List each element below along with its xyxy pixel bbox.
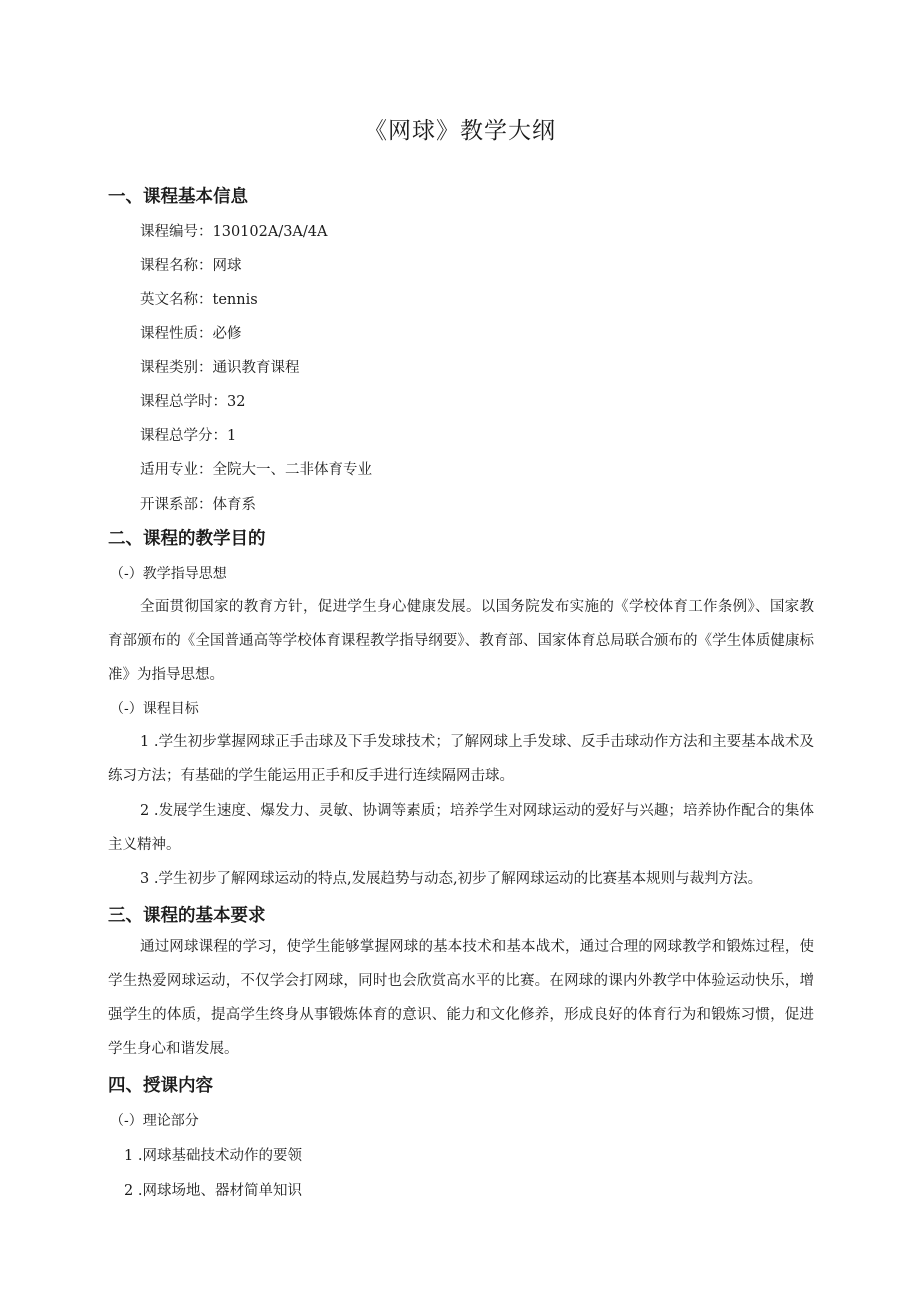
document-title: 《网球》教学大纲: [364, 118, 556, 144]
section-heading-basic-requirements: 三、课程的基本要求: [108, 906, 266, 926]
goal-item-2: 2 .发展学生速度、爆发力、灵敏、协调等素质；培养学生对网球运动的爱好与兴趣；培养协作配合的集体主义精神。: [108, 803, 814, 853]
theory-item-1: 1 .网球基础技术动作的要领: [124, 1148, 302, 1164]
subheading-guiding-ideology: （-）教学指导思想: [110, 566, 227, 582]
info-total-credits: 课程总学分：1: [140, 428, 237, 444]
info-english-name: 英文名称：tennis: [140, 292, 258, 308]
info-total-hours: 课程总学时：32: [140, 394, 246, 410]
info-course-name: 课程名称：网球: [140, 258, 242, 274]
info-applicable-majors: 适用专业：全院大一、二非体育专业: [140, 462, 372, 478]
subheading-theory-part: （-）理论部分: [110, 1113, 199, 1129]
info-course-category: 课程类别：通识教育课程: [140, 360, 300, 376]
subheading-course-goals: （-）课程目标: [110, 701, 199, 717]
goal-item-3: 3 .学生初步了解网球运动的特点,发展趋势与动态,初步了解网球运动的比赛基本规则与裁判方法。: [140, 871, 763, 887]
goal-item-1: 1 .学生初步掌握网球正手击球及下手发球技术；了解网球上手发球、反手击球动作方法和主要基本战术及练习方法；有基础的学生能运用正手和反手进行连续隔网击球。: [108, 734, 814, 784]
section-heading-teaching-purpose: 二、课程的教学目的: [108, 529, 266, 549]
section-heading-teaching-content: 四、授课内容: [108, 1076, 213, 1096]
info-course-nature: 课程性质：必修: [140, 326, 242, 342]
info-department: 开课系部：体育系: [140, 497, 256, 513]
info-course-code: 课程编号：130102A/3A/4A: [140, 224, 328, 240]
paragraph-guiding-ideology: 全面贯彻国家的教育方针，促进学生身心健康发展。以国务院发布实施的《学校体育工作条例》、国家教育部颁布的《全国普通高等学校体育课程教学指导纲要》、教育部、国家体育总局联合颁布的《学生体质健康标准》为指导思想。: [108, 599, 814, 683]
paragraph-basic-requirements: 通过网球课程的学习，使学生能够掌握网球的基本技术和基本战术，通过合理的网球教学和锻炼过程，使学生热爱网球运动，不仅学会打网球，同时也会欣赏高水平的比赛。在网球的课内外教学中体验运动快乐，增强学生的体质，提高学生终身从事锻炼体育的意识、能力和文化修养，形成良好的体育行为和锻炼习惯，促进学生身心和谐发展。: [108, 939, 814, 1057]
section-heading-basic-info: 一、课程基本信息: [108, 187, 248, 207]
theory-item-2: 2 .网球场地、器材简单知识: [124, 1183, 302, 1199]
